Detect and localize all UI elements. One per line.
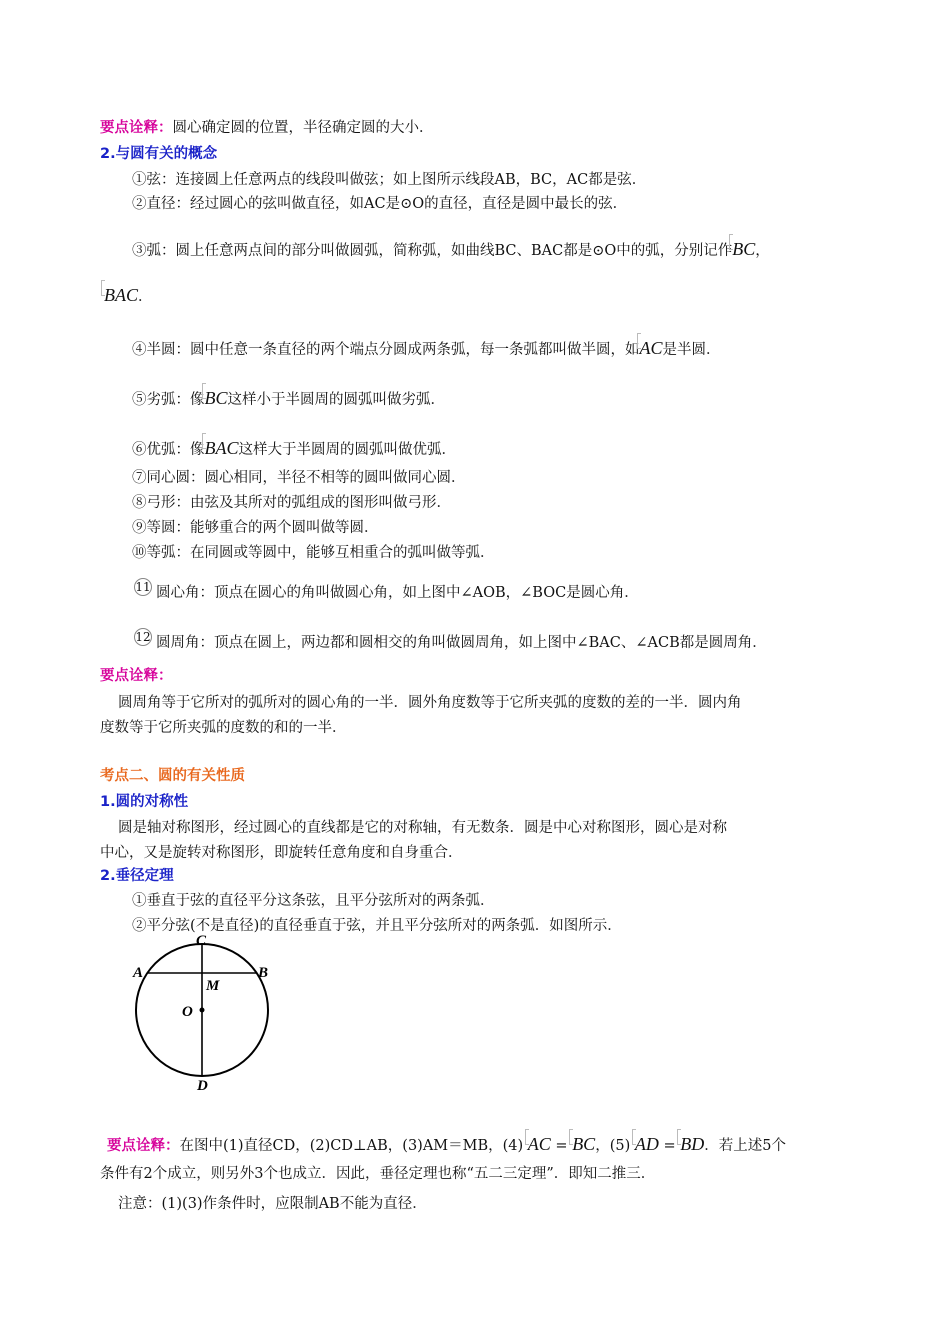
arc-symbol-bac-major: BAC [204,438,239,458]
label-d: D [197,1078,208,1094]
perp-heading: 2.垂径定理 [100,868,174,884]
eq5-operator: = [663,1138,676,1154]
semicircle-pre: ④半圆：圆中任意一条直径的两个端点分圆成两条弧，每一条弧都叫做半圆，如 [132,342,640,358]
note3-line1 [107,1132,786,1156]
minor-arc-definition [132,386,445,410]
chord-definition: ①弦：连接圆上任意两点的线段叫做弦；如上图所示线段AB，BC，AC都是弦． [132,172,647,188]
note1 [100,118,434,138]
arc-symbol-ac: AC [639,338,663,358]
arc-comma: ， [755,243,770,259]
arc-symbol-bac: BAC [104,285,138,305]
major-arc-post: 这样大于半圆周的圆弧叫做优弧． [238,442,456,458]
arc-symbol-ac-eq: AC [527,1134,551,1154]
note3-label: 要点诠释： [107,1138,180,1154]
semicircle-post: 是半圆． [662,342,721,358]
symmetry-line1: 圆是轴对称图形，经过圆心的直线都是它的对称轴，有无数条．圆是中心对称图形，圆心是对称 [118,820,727,836]
note3-post: ．若上述5个 [704,1138,786,1154]
note3-pre: 在图中(1)直径CD，(2)CD⊥AB，(3)AM＝MB，(4) [179,1138,524,1154]
number-11: 11 [135,580,151,594]
semicircle-definition [132,336,721,360]
label-b: B [258,965,269,981]
label-a: A [133,965,144,981]
note3-line3: 注意：(1)(3)作条件时，应限制AB不能为直径． [118,1196,427,1212]
segment-definition: ⑧弓形：由弦及其所对的弧组成的图形叫做弓形． [132,495,451,511]
label-o: O [182,1004,193,1020]
note1-label: 要点诠释： [100,120,173,136]
diameter-definition: ②直径：经过圆心的弦叫做直径，如AC是⊙O的直径，直径是圆中最长的弦． [132,196,628,212]
section2-heading: 2.与圆有关的概念 [100,146,218,162]
note3-line2: 条件有2个成立，则另外3个也成立．因此，垂径定理也称“五二三定理”．即知二推三． [100,1166,656,1182]
arc-text: ③弧：圆上任意两点间的部分叫做圆弧，简称弧，如曲线BC、BAC都是⊙O中的弧，分别记作 [132,243,733,259]
minor-arc-pre: ⑤劣弧：像 [132,392,205,408]
note3-mid: ，(5) [595,1138,631,1154]
arc-symbol-bc-eq: BC [572,1134,596,1154]
central-angle-definition [134,580,639,603]
kaodian2-heading: 考点二、圆的有关性质 [100,768,245,784]
major-arc-definition [132,436,456,460]
eq4-operator: = [555,1138,568,1154]
arc-symbol-bc-minor: BC [204,388,228,408]
center-point [200,1008,205,1013]
arc-definition [132,237,770,261]
equal-circles-definition: ⑨等圆：能够重合的两个圆叫做等圆． [132,520,379,536]
concentric-definition: ⑦同心圆：圆心相同，半径不相等的圆叫做同心圆． [132,470,466,486]
note1-text: 圆心确定圆的位置，半径确定圆的大小． [172,120,434,136]
inscribed-angle-definition [134,630,767,653]
perp-statement-1: ①垂直于弦的直径平分这条弦，且平分弦所对的两条弧． [132,893,495,909]
equal-arcs-definition: ⑩等弧：在同圆或等圆中，能够互相重合的弧叫做等弧． [132,545,495,561]
perpendicular-diameter-figure [120,930,290,1095]
inscribed-angle-text: 圆周角：顶点在圆上，两边都和圆相交的角叫做圆周角，如上图中∠BAC、∠ACB都是圆周角． [156,635,767,651]
label-c: C [196,933,207,949]
perp-statement-2: ②平分弦(不是直径)的直径垂直于弦，并且平分弦所对的两条弧．如图所示． [132,918,622,934]
symmetry-line2: 中心，又是旋转对称图形，即旋转任意角度和自身重合． [100,845,463,861]
arc-symbol-bc: BC [732,239,756,259]
central-angle-text: 圆心角：顶点在圆心的角叫做圆心角，如上图中∠AOB，∠BOC是圆心角． [156,585,639,601]
note2-label: 要点诠释： [100,668,173,684]
arc-symbol-bd-eq: BD [680,1134,705,1154]
major-arc-pre: ⑥优弧：像 [132,442,205,458]
note2-line1: 圆周角等于它所对的弧所对的圆心角的一半．圆外角度数等于它所夹弧的度数的差的一半．圆内角 [118,695,742,711]
arc-definition-cont [104,283,153,307]
symmetry-heading: 1.圆的对称性 [100,794,189,810]
note2-line2: 度数等于它所夹弧的度数的和的一半． [100,720,347,736]
arc-symbol-ad-eq: AD [634,1134,659,1154]
arc-end: ． [138,289,153,305]
label-m: M [206,978,220,994]
number-12: 12 [135,630,151,644]
minor-arc-post: 这样小于半圆周的圆弧叫做劣弧． [227,392,446,408]
